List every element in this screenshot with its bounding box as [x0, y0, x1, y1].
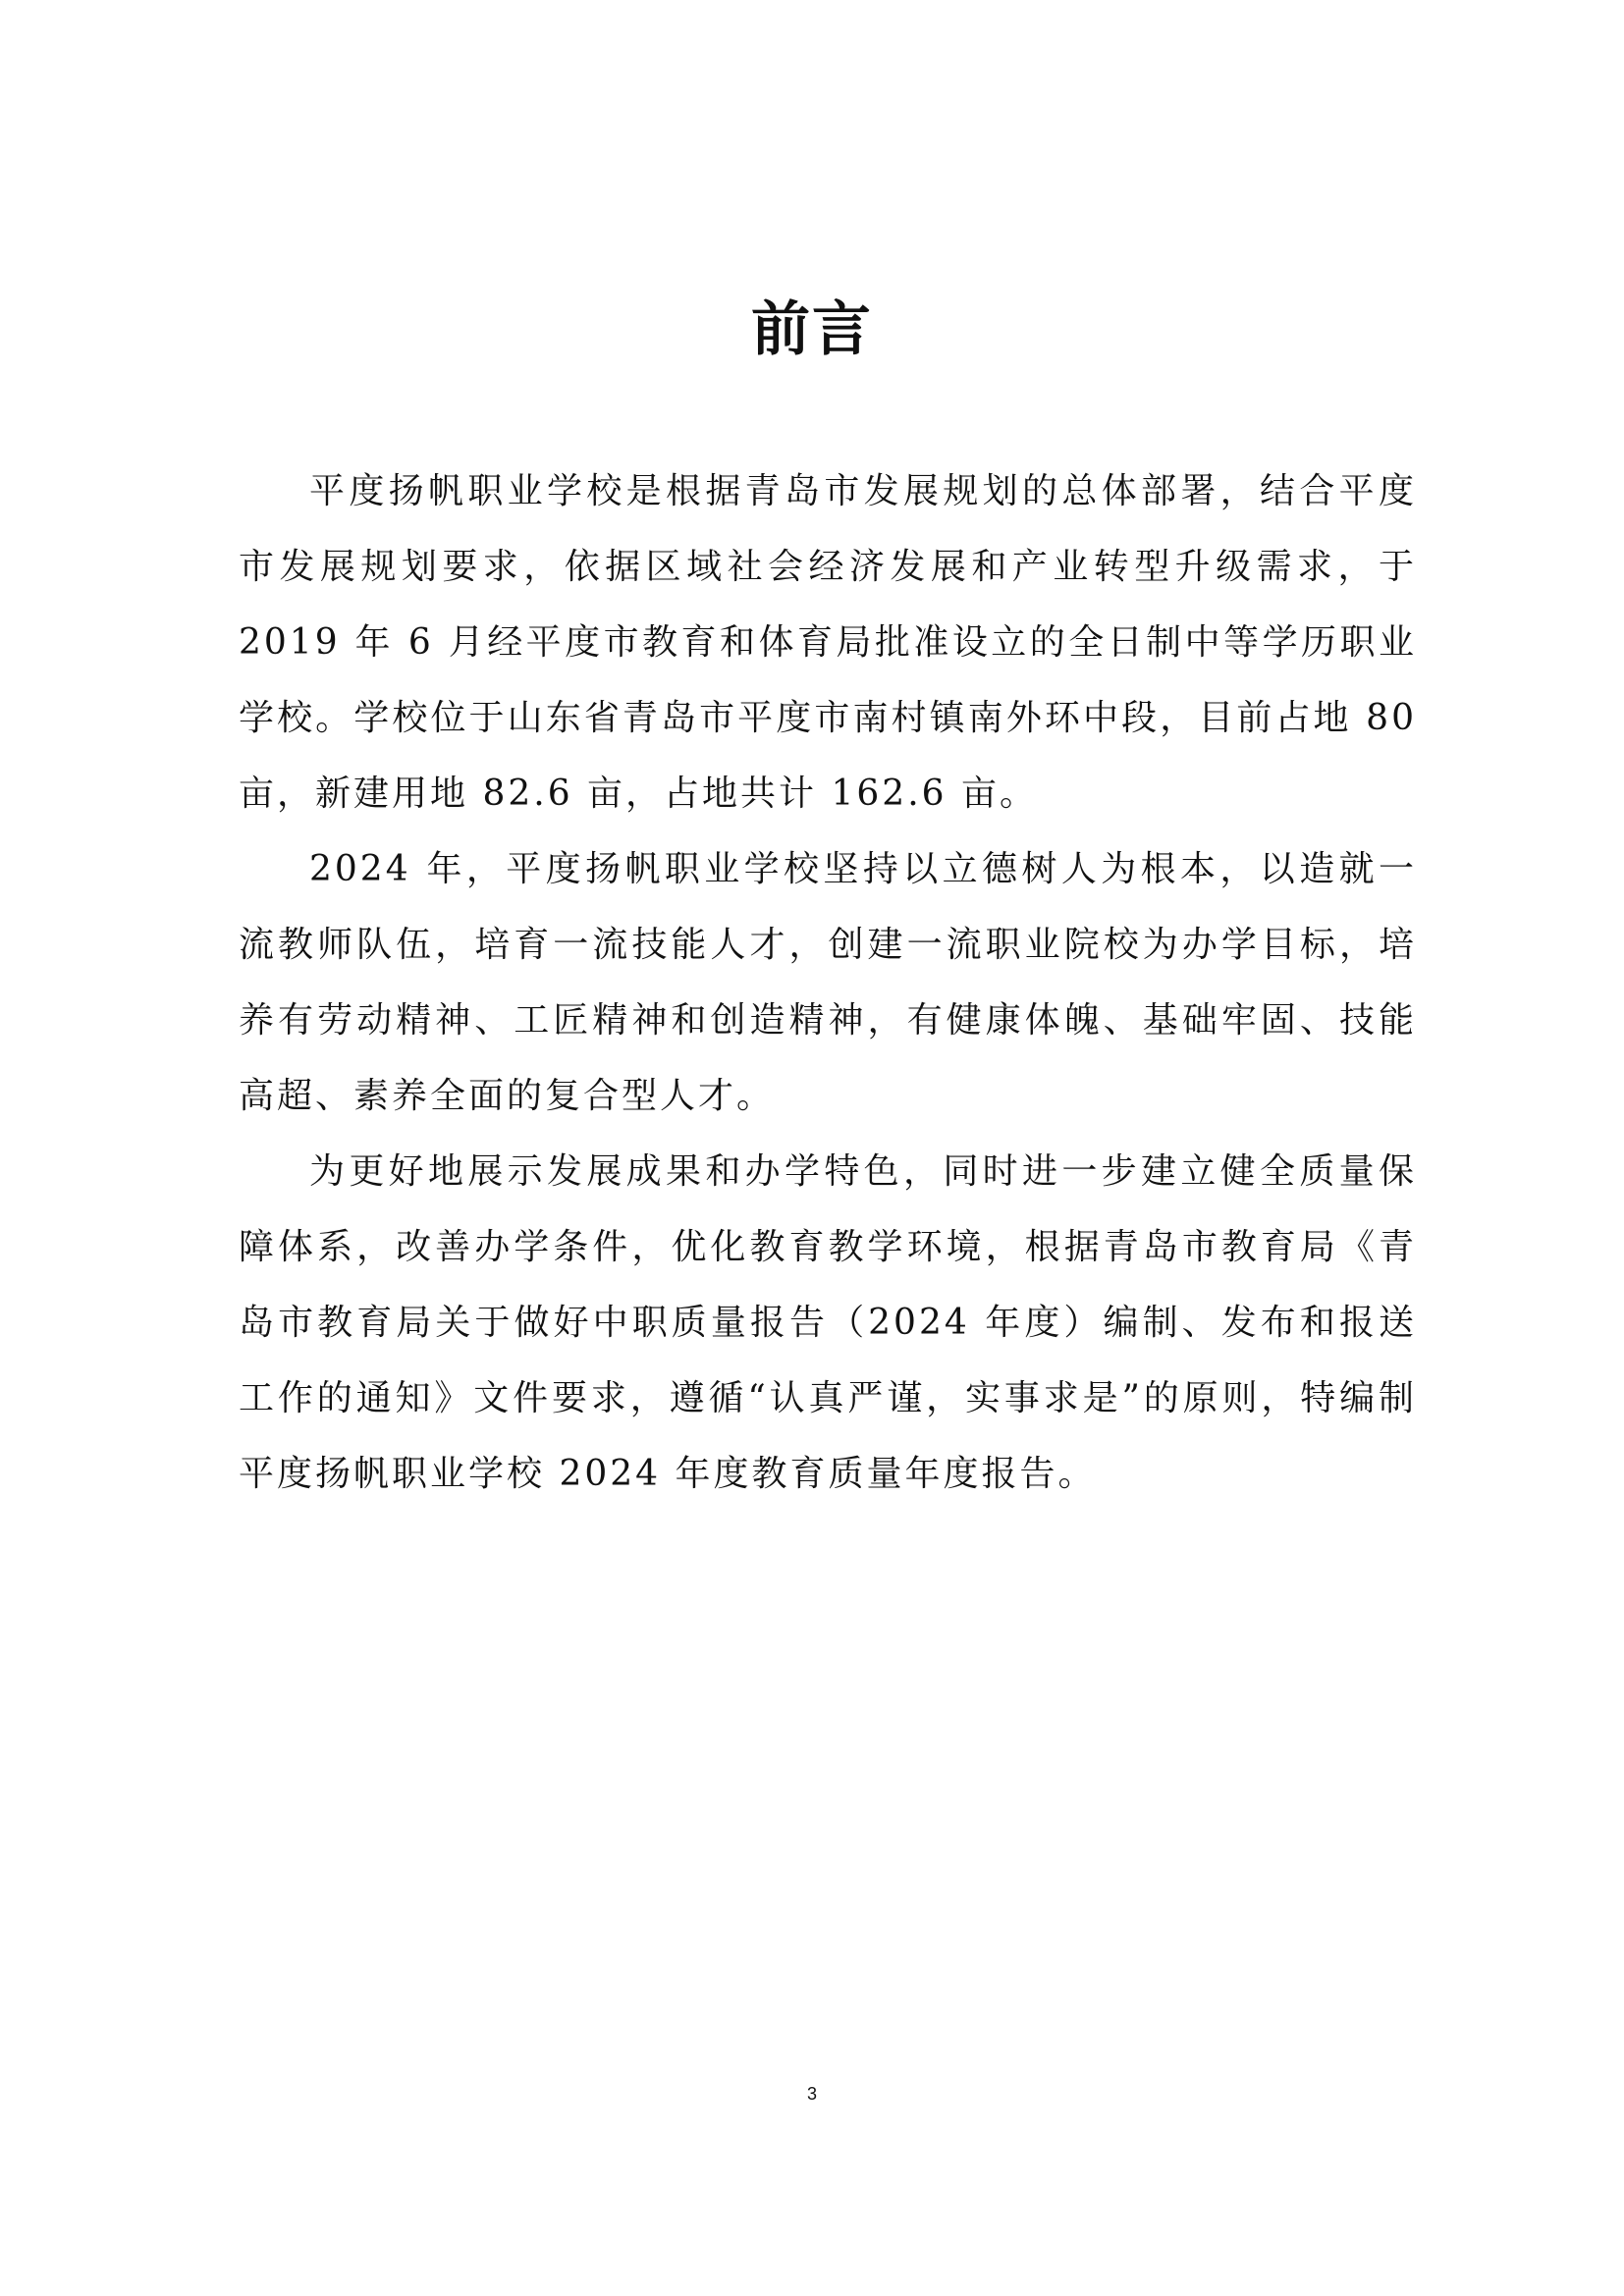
- page-number: 3: [806, 2084, 817, 2104]
- paragraph-school-goals: 2024 年，平度扬帆职业学校坚持以立德树人为根本，以造就一流教师队伍，培育一流技能人才，创建一流职业院校为办学目标，培养有劳动精神、工匠精神和创造精神，有健康体魄、基础牢固、技能高超、素养全面的复合型人才。: [239, 849, 1417, 1116]
- paragraph-report-purpose: 为更好地展示发展成果和办学特色，同时进一步建立健全质量保障体系，改善办学条件，优化教育教学环境，根据青岛市教育局《青岛市教育局关于做好中职质量报告（2024 年度）编制、发布和报送工作的通知》文件要求，遵循“认真严谨，实事求是”的原则，特编制平度扬帆职业学校 2024 年度教育质量年度报告。: [239, 1151, 1417, 1494]
- paragraph-school-overview: 平度扬帆职业学校是根据青岛市发展规划的总体部署，结合平度市发展规划要求，依据区域社会经济发展和产业转型升级需求，于 2019 年 6 月经平度市教育和体育局批准设立的全日制中等学历职业学校。学校位于山东省青岛市平度市南村镇南外环中段，目前占地 80 亩，新建用地 82.6 亩，占地共计 162.6 亩。: [239, 471, 1417, 814]
- page-title: 前言: [751, 295, 873, 364]
- body-text: [239, 454, 1417, 1512]
